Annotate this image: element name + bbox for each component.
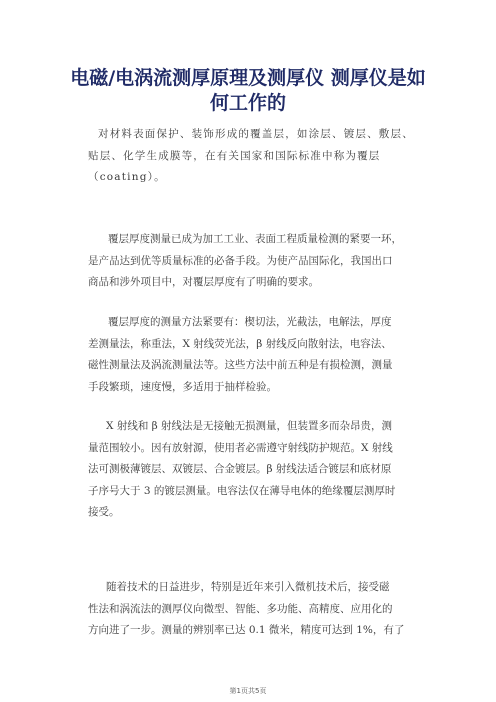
paragraph-line: 商品和涉外项目中，对覆层厚度有了明确的要求。 bbox=[88, 276, 319, 288]
paragraph-line: 方向进了一步。测量的辨别率已达 0.1 微米，精度可达到 1%，有了 bbox=[88, 624, 405, 636]
paragraph-coating-definition bbox=[88, 124, 418, 189]
paragraph-line: 量范围较小。因有放射源，使用者必需遵守射线防护规范。X 射线 bbox=[88, 441, 393, 454]
paragraph-line: 覆层厚度的测量方法紧要有：楔切法，光截法，电解法，厚度 bbox=[108, 316, 392, 328]
paragraph-line: 随着技术的日益进步，特别是近年来引入微机技术后，接受磁 bbox=[106, 581, 390, 593]
paragraph-line: 性法和涡流法的测厚仪向微型、智能、多功能、高精度、应用化的 bbox=[88, 602, 393, 615]
paragraph-measurement-methods bbox=[88, 312, 418, 398]
paragraph-line: 法可测极薄镀层、双镀层、合金镀层。β 射线法适合镀层和底材原 bbox=[88, 463, 392, 475]
paragraph-line: 贴层、化学生成膜等，在有关国家和国际标准中称为覆层 bbox=[88, 149, 381, 162]
paragraph-line: 手段繁琐，速度慢，多适用于抽样检验。 bbox=[88, 380, 277, 393]
paragraph-line: 差测量法，称重法，X 射线荧光法，β 射线反向散射法，电容法、 bbox=[88, 337, 392, 350]
page-number-footer: 第1页共5页 bbox=[229, 687, 267, 695]
paragraph-line: X 射线和 β 射线法是无接触无损测量，但装置多而杂昂贵，测 bbox=[106, 420, 393, 432]
document-title-line-1: 电磁/电涡流测厚原理及测厚仪 测厚仪是如 bbox=[70, 67, 426, 89]
paragraph-line: 覆层厚度测量已成为加工工业、表面工程质量检测的紧要一环， bbox=[108, 233, 402, 245]
paragraph-line: （coating）。 bbox=[88, 171, 166, 183]
paragraph-line: 子序号大于 3 的镀层测量。电容法仅在薄导电体的绝缘覆层测厚时 bbox=[88, 484, 396, 497]
paragraph-line: 磁性测量法及涡流测量法等。这些方法中前五种是有损检测，测量 bbox=[88, 359, 393, 371]
paragraph-line: 是产品达到优等质量标准的必备手段。为使产品国际化，我国出口 bbox=[88, 254, 393, 267]
paragraph-thickness-importance bbox=[88, 229, 418, 294]
paragraph-line: 对材料表面保护、装饰形成的覆盖层，如涂层、镀层、敷层、 bbox=[98, 128, 414, 140]
paragraph-technology-progress bbox=[88, 577, 418, 642]
paragraph-xray-beta-methods bbox=[88, 416, 418, 524]
document-title-line-2: 何工作的 bbox=[209, 92, 286, 114]
paragraph-line: 接受。 bbox=[88, 506, 120, 518]
